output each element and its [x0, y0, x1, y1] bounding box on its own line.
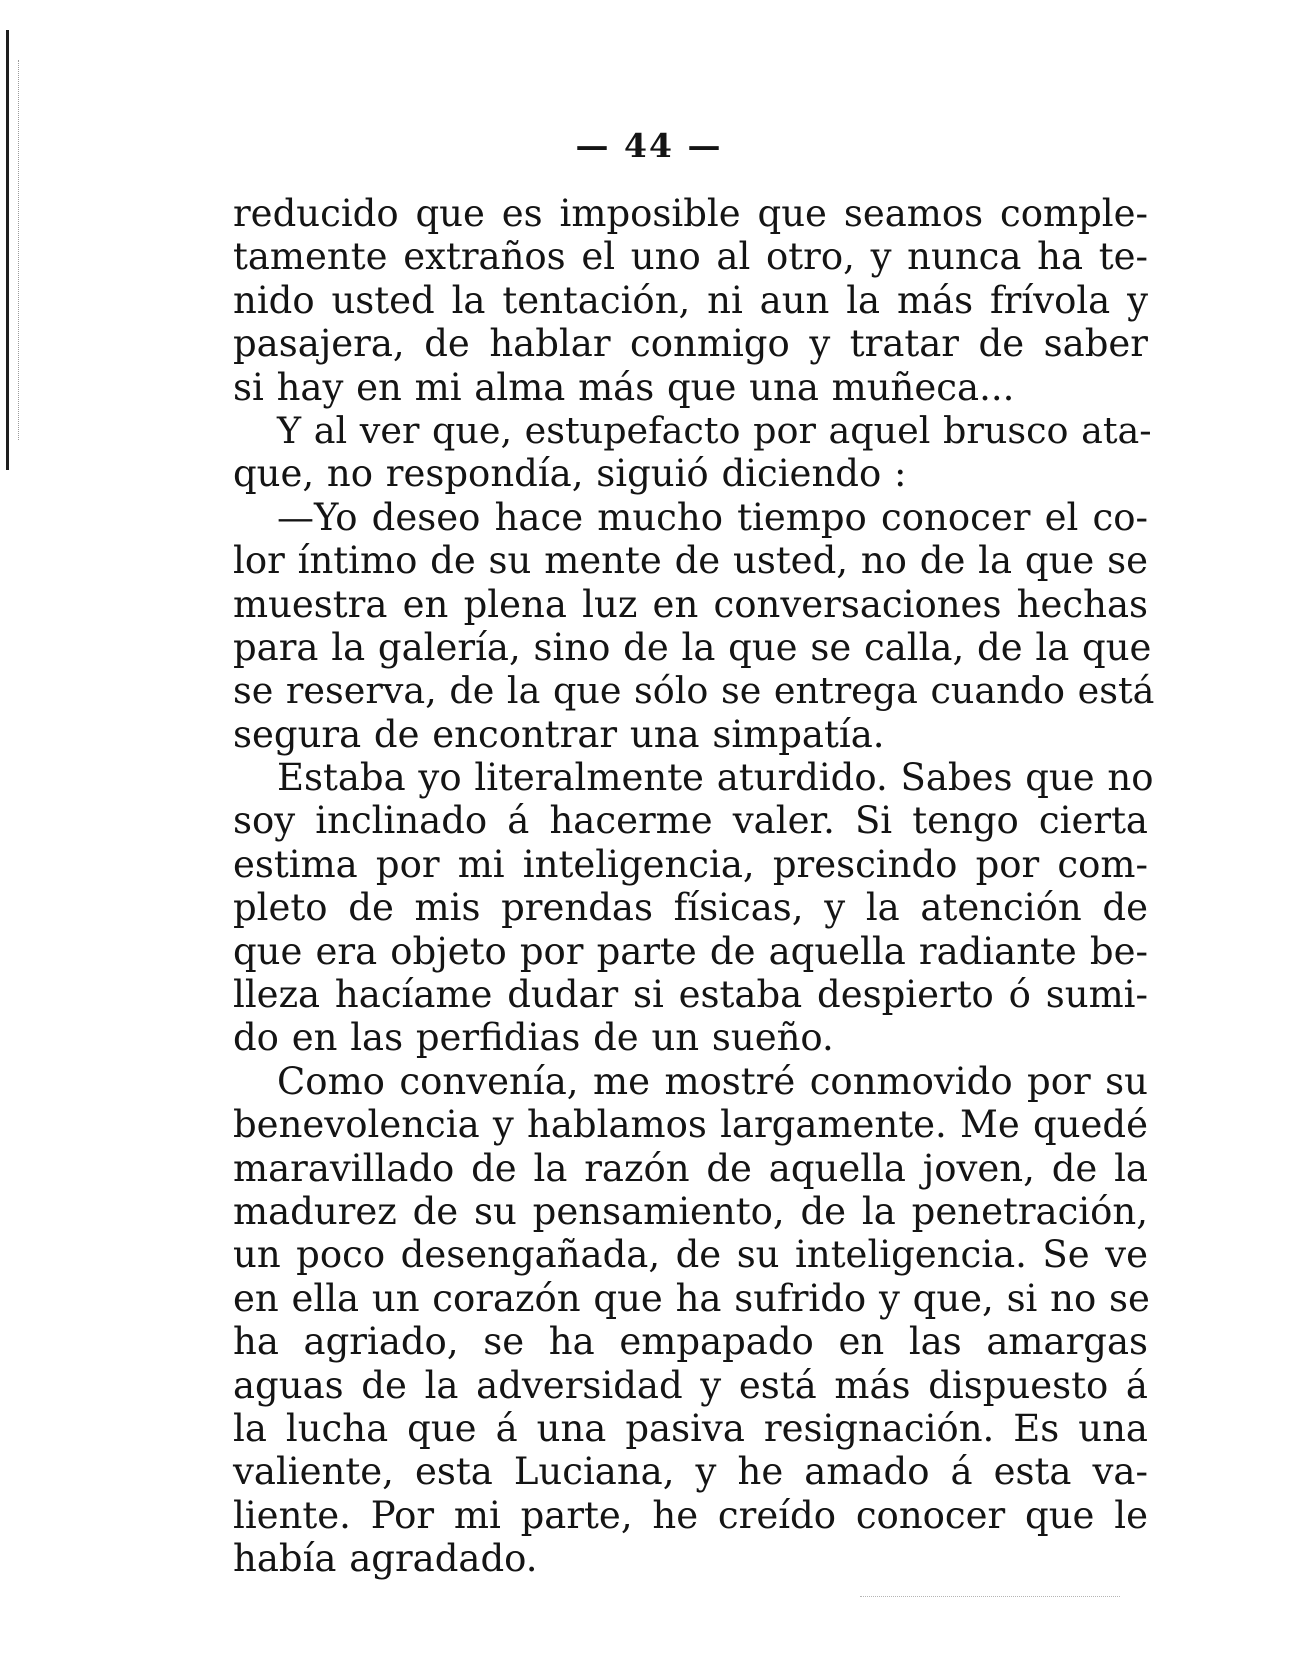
text-line: pleto de mis prendas físicas, y la atención de — [233, 886, 1148, 930]
text-line: un poco desengañada, de su inteligencia. Se ve — [233, 1233, 1148, 1277]
text-line: benevolencia y hablamos largamente. Me quedé — [233, 1103, 1148, 1147]
body-text — [233, 192, 1155, 1581]
text-line: aguas de la adversidad y está más dispuesto á — [233, 1363, 1148, 1407]
text-line: reducido que es imposible que seamos comple- — [233, 192, 1148, 235]
scan-specks — [860, 1596, 1120, 1599]
text-line: tamente extraños el uno al otro, y nunca ha te- — [233, 235, 1148, 279]
text-line: —Yo deseo hace mucho tiempo conocer el co- — [277, 495, 1148, 539]
text-line: la lucha que á una pasiva resignación. Es una — [233, 1406, 1148, 1450]
page-number: — 44 — — [575, 126, 723, 165]
text-line: maravillado de la razón de aquella joven, de la — [233, 1146, 1148, 1190]
text-line: Como convenía, me mostré conmovido por su — [277, 1059, 1148, 1103]
text-line: segura de encontrar una simpatía. — [233, 712, 885, 756]
page-edge-specks — [18, 60, 21, 440]
text-line: lleza hacíame dudar si estaba despierto ó sumi- — [233, 973, 1148, 1017]
text-line: lor íntimo de su mente de usted, no de la que se — [233, 539, 1148, 583]
text-line: liente. Por mi parte, he creído conocer que le — [233, 1493, 1148, 1537]
text-line: estima por mi inteligencia, prescindo por com- — [233, 842, 1148, 886]
text-line: para la galería, sino de la que se calla, de la que — [233, 625, 1152, 669]
text-line: Estaba yo literalmente aturdido. Sabes que no — [277, 756, 1154, 800]
text-line: pasajera, de hablar conmigo y tratar de saber — [233, 322, 1148, 366]
text-line: que era objeto por parte de aquella radiante be- — [233, 929, 1148, 973]
text-line: había agradado. — [233, 1537, 538, 1581]
text-line: nido usted la tentación, ni aun la más frívola y — [233, 278, 1148, 322]
text-line: muestra en plena luz en conversaciones hechas — [233, 582, 1148, 626]
text-line: se reserva, de la que sólo se entrega cuando está — [233, 669, 1155, 713]
text-line: ha agriado, se ha empapado en las amargas — [233, 1320, 1148, 1364]
text-line: que, no respondía, siguió diciendo : — [233, 452, 907, 496]
text-line: do en las perfidias de un sueño. — [233, 1016, 834, 1060]
text-line: valiente, esta Luciana, y he amado á esta va- — [233, 1450, 1148, 1494]
text-line: madurez de su pensamiento, de la penetración, — [233, 1189, 1148, 1233]
text-line: en ella un corazón que ha sufrido y que, si no se — [233, 1276, 1150, 1320]
page-edge-shadow — [6, 30, 9, 470]
text-line: soy inclinado á hacerme valer. Si tengo cierta — [233, 799, 1148, 843]
text-line: Y al ver que, estupefacto por aquel brusco ata- — [277, 408, 1152, 452]
text-line: si hay en mi alma más que una muñeca... — [233, 365, 1015, 409]
